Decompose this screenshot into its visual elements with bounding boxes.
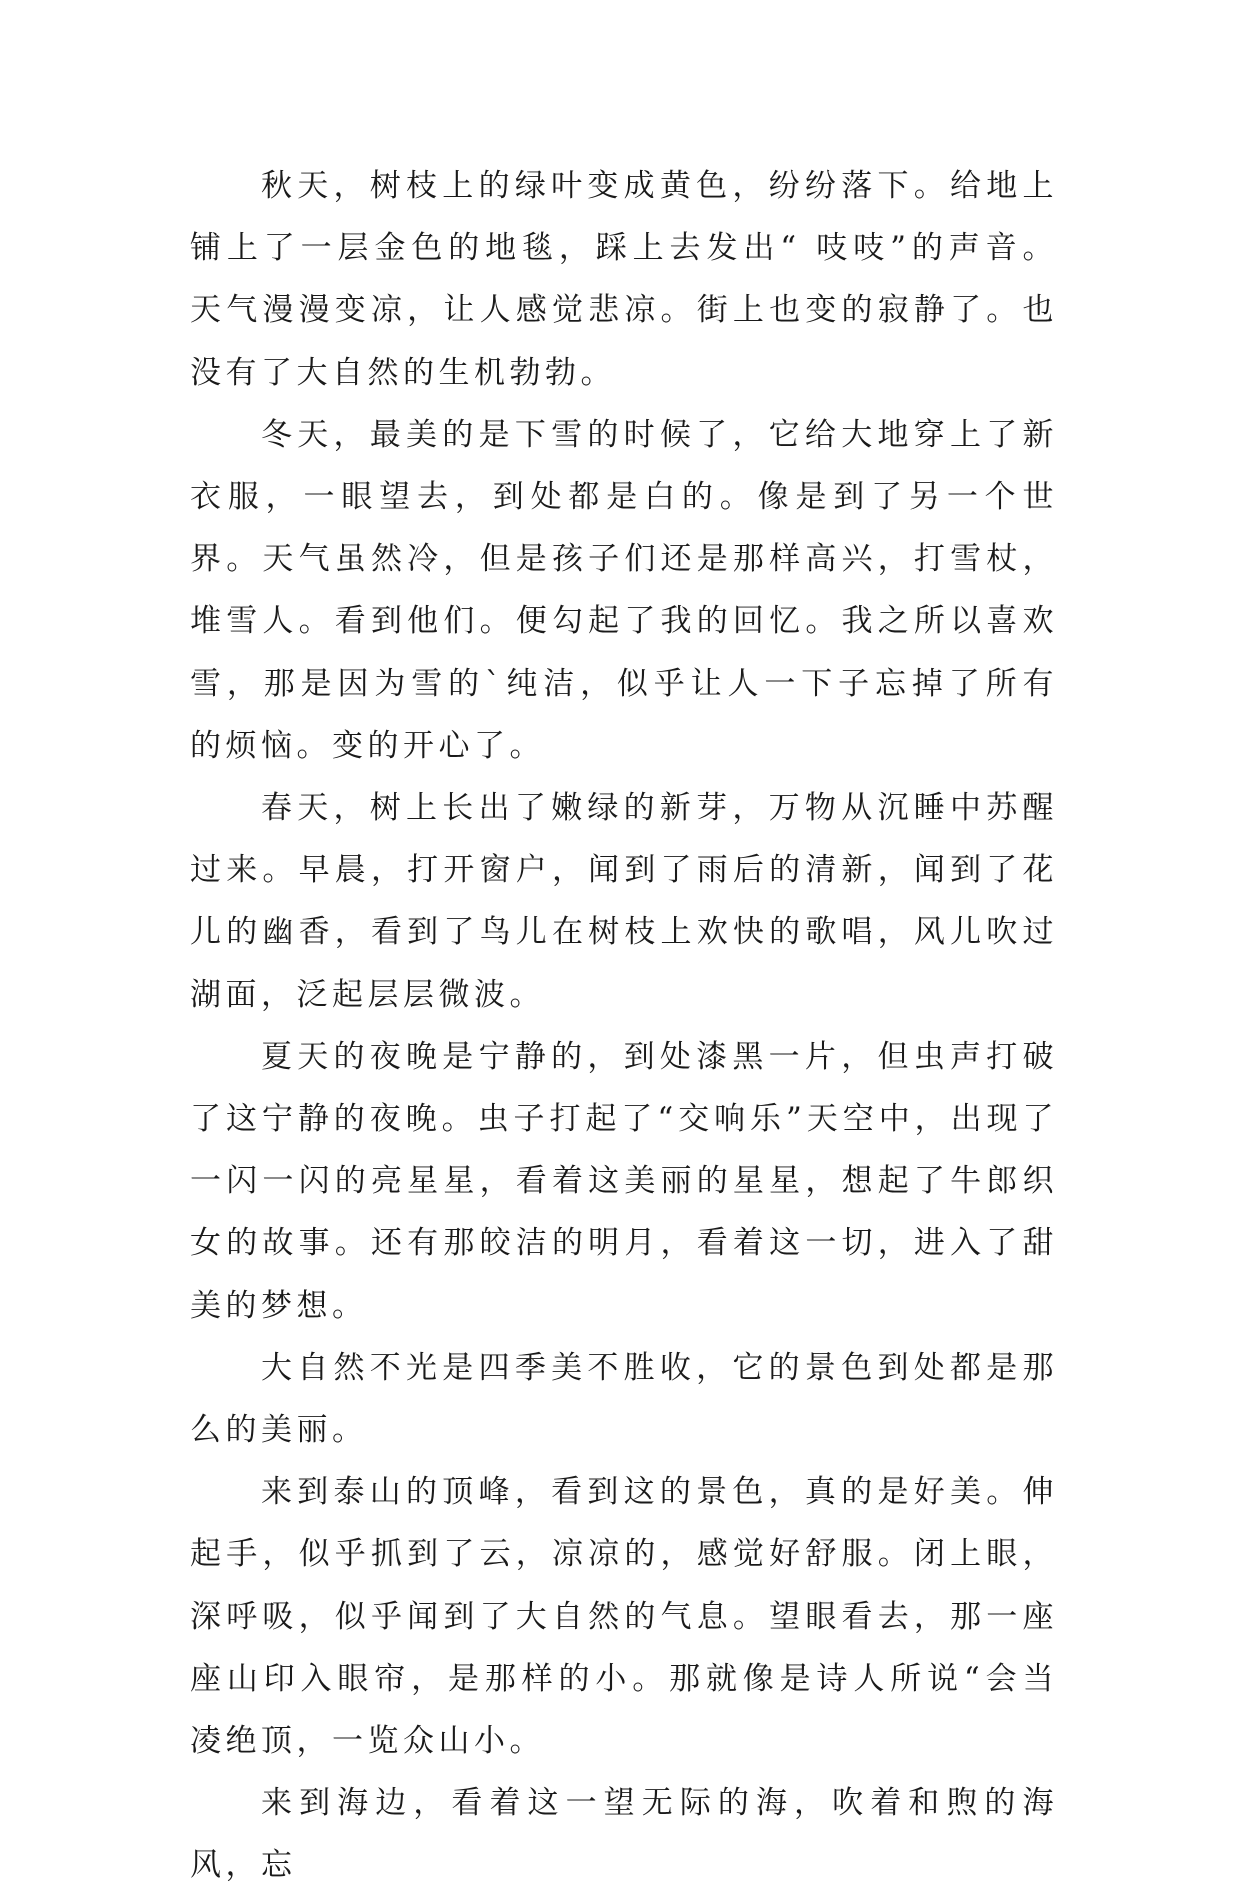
paragraph-summer: 夏天的夜晚是宁静的，到处漆黑一片，但虫声打破了这宁静的夜晚。虫子打起了“交响乐”天空中，出现了一闪一闪的亮星星，看着这美丽的星星，想起了牛郎织女的故事。还有那皎洁的明月，看着这一切，进入了甜美的梦想。 <box>190 1038 1058 1324</box>
paragraph-autumn: 秋天，树枝上的绿叶变成黄色，纷纷落下。给地上铺上了一层金色的地毯，踩上去发出“ 吱吱”的声音。天气漫漫变凉，让人感觉悲凉。街上也变的寂静了。也没有了大自然的生机勃勃。 <box>190 168 1058 391</box>
paragraph-mount-tai: 来到泰山的顶峰，看到这的景色，真的是好美。伸起手，似乎抓到了云，凉凉的，感觉好舒服。闭上眼，深呼吸，似乎闻到了大自然的气息。望眼看去，那一座座山印入眼帘，是那样的小。那就像是诗人所说“会当凌绝顶，一览众山小。 <box>190 1474 1058 1760</box>
paragraph-seaside: 来到海边，看着这一望无际的海，吹着和煦的海风，忘 <box>190 1785 1058 1884</box>
paragraph-spring: 春天，树上长出了嫩绿的新芽，万物从沉睡中苏醒过来。早晨，打开窗户，闻到了雨后的清新，闻到了花儿的幽香，看到了鸟儿在树枝上欢快的歌唱，风儿吹过湖面，泛起层层微波。 <box>190 790 1058 1013</box>
document-body <box>190 155 1058 1897</box>
paragraph-winter: 冬天，最美的是下雪的时候了，它给大地穿上了新衣服，一眼望去，到处都是白的。像是到了另一个世界。天气虽然冷，但是孩子们还是那样高兴，打雪杖，堆雪人。看到他们。便勾起了我的回忆。我之所以喜欢雪，那是因为雪的`纯洁，似乎让人一下子忘掉了所有的烦恼。变的开心了。 <box>190 416 1058 764</box>
paragraph-nature-beauty: 大自然不光是四季美不胜收，它的景色到处都是那么的美丽。 <box>190 1349 1058 1449</box>
